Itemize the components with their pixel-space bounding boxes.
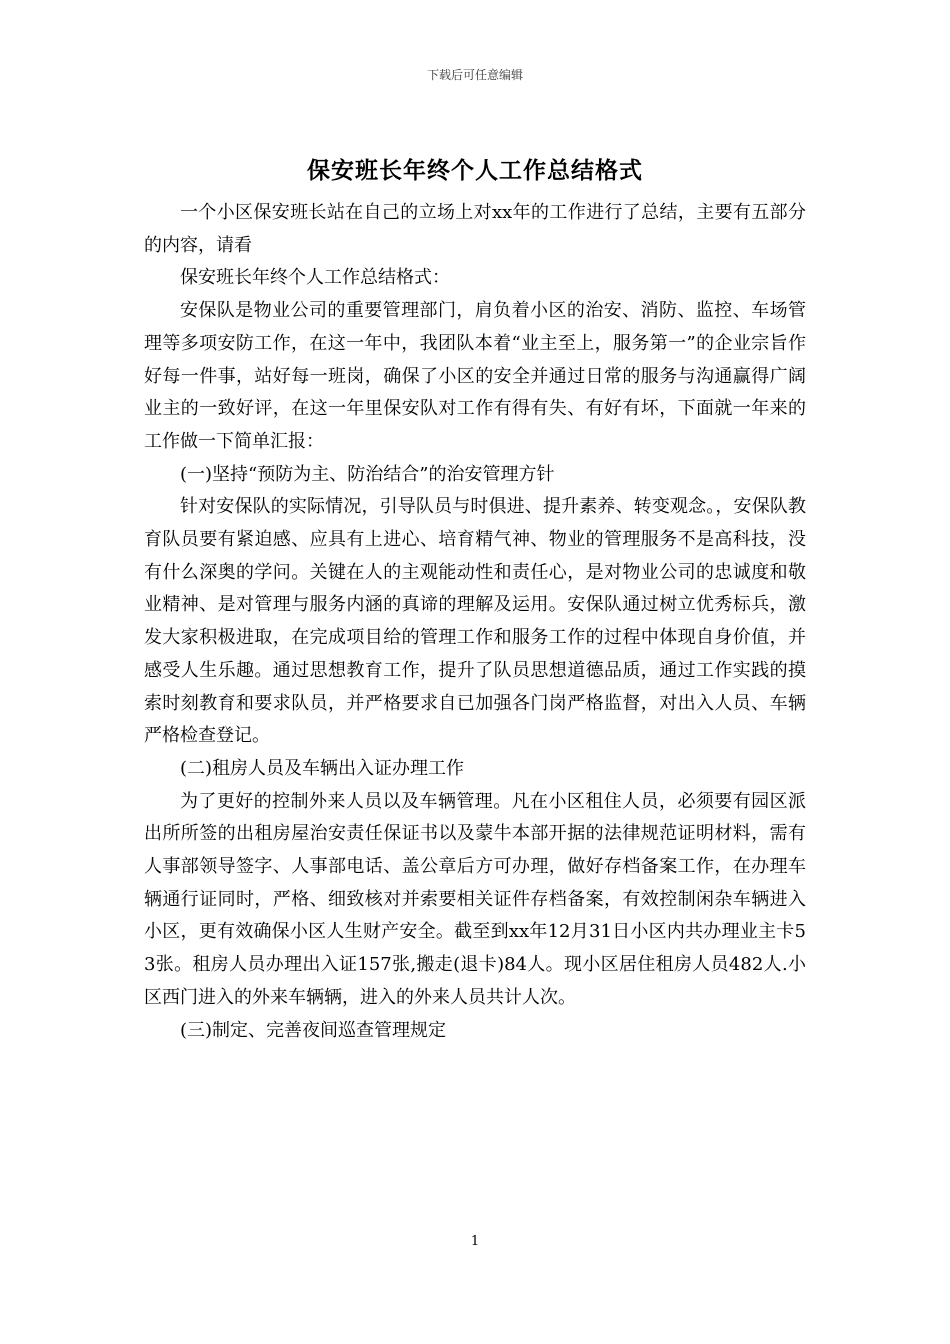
section-paragraph-1: 针对安保队的实际情况，引导队员与时俱进、提升素养、转变观念。，安保队教育队员要有紧迫感、应具有上进心、培育精气神、物业的管理服务不是高科技，没有什么深奥的学问。关键在人的主观能动性和责任心，是对物业公司的忠诚度和敬业精神、是对管理与服务内涵的真谛的理解及运用。安保队通过树立优秀标兵，激发大家积极进取，在完成项目给的管理工作和服务工作的过程中体现自身价值，并感受人生乐趣。通过思想教育工作，提升了队员思想道德品质，通过工作实践的摸索时刻教育和要求队员，并严格要求自已加强各门岗严格监督，对出入人员、车辆严格检查登记。 bbox=[144, 496, 806, 747]
section-heading-1: (一)坚持“预防为主、防治结合”的治安管理方针 bbox=[180, 463, 555, 485]
intro-paragraph: 一个小区保安班长站在自己的立场上对xx年的工作进行了总结，主要有五部分的内容，请看 bbox=[144, 202, 806, 256]
section-paragraph-2: 为了更好的控制外来人员以及车辆管理。凡在小区租住人员，必须要有园区派出所所签的出租房屋治安责任保证书以及蒙牛本部开据的法律规范证明材料，需有人事部领导签字、人事部电话、盖公章后方可办理，做好存档备案工作，在办理车辆通行证同时，严格、细致核对并索要相关证件存档备案，有效控制闲杂车辆进入小区，更有效确保小区人生财产安全。截至到xx年12月31日小区内共办理业主卡53张。租房人员办理出入证157张,搬走(退卡)84人。现小区居住租房人员482人.小区西门进入的外来车辆辆，进入的外来人员共计人次。 bbox=[144, 790, 806, 1008]
page-number: 1 bbox=[470, 1234, 480, 1249]
section-heading-3: (三)制定、完善夜间巡查管理规定 bbox=[180, 1019, 447, 1041]
document-body bbox=[144, 197, 806, 1047]
overview-paragraph: 安保队是物业公司的重要管理部门，肩负着小区的治安、消防、监控、车场管理等多项安防工作，在这一年中，我团队本着“业主至上，服务第一”的企业宗旨作好每一件事，站好每一班岗，确保了小区的安全并通过日常的服务与沟通赢得广阔业主的一致好评，在这一年里保安队对工作有得有失、有好有坏，下面就一年来的工作做一下简单汇报： bbox=[144, 300, 806, 452]
page-header: 下载后可任意编辑 bbox=[426, 68, 523, 82]
format-heading: 保安班长年终个人工作总结格式： bbox=[180, 267, 450, 289]
section-heading-2: (二)租房人员及车辆出入证办理工作 bbox=[180, 757, 465, 779]
document-title: 保安班长年终个人工作总结格式 bbox=[307, 157, 643, 184]
